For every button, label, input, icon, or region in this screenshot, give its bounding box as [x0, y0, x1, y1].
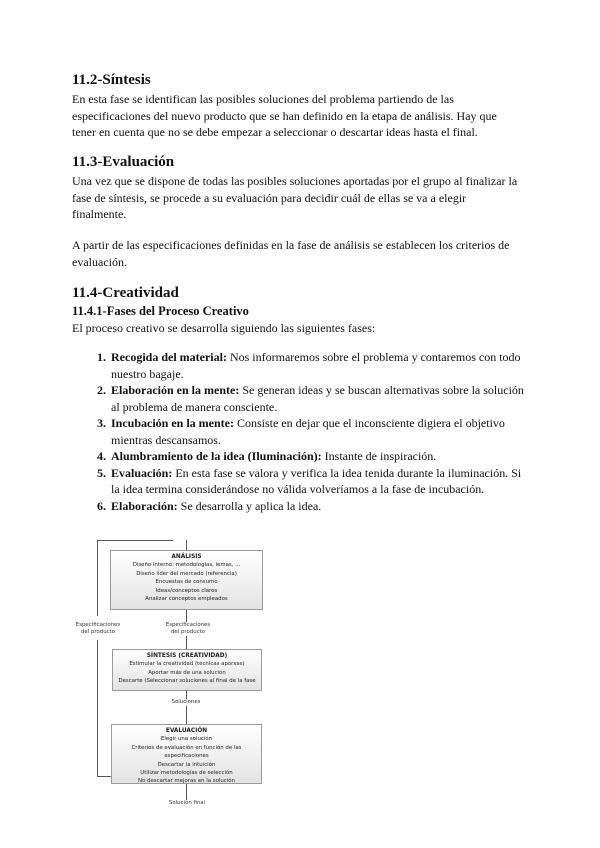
text-line: especificaciones del nuevo producto que se han definido en la etapa de análisis. Hay que	[72, 108, 497, 123]
text-line: A partir de las especificaciones definidas en la fase de análisis se establecen los criterios de	[72, 238, 510, 252]
box-line: Elegir una solución	[160, 736, 213, 743]
paragraph-evaluacion-1	[72, 173, 532, 223]
box-line: Descarte (Seleccionar soluciones al final de la fase	[118, 678, 256, 685]
box-line: Criterios de evaluación en función de las	[131, 744, 242, 751]
list-item: 3. Incubación en la mente: Consiste en dejar que el inconsciente digiera el objetivo mientras descansamos.	[109, 415, 569, 448]
box-title: EVALUACIÓN	[165, 728, 208, 734]
analisis-box	[110, 550, 263, 610]
text-line: evaluación.	[72, 254, 127, 269]
label-soluciones: Soluciones	[160, 699, 212, 706]
box-line: Diseño líder del mercado (referencia)	[136, 570, 237, 577]
text-line: tener en cuenta que no se debe empezar a seleccionar o descartar ideas hasta el final.	[72, 125, 478, 139]
box-line: Encuestas de consumo	[155, 579, 218, 586]
box-line: No descartar mejoras en la solución	[138, 778, 235, 785]
connector-line	[97, 540, 173, 541]
sintesis-box	[112, 649, 262, 691]
heading-11-4: 11.4-Creatividad	[72, 285, 179, 301]
list-item: 4. Alumbramiento de la idea (Iluminación): Instante de inspiración.	[109, 448, 569, 465]
box-line: Diseño interno: metodologías, lemas, ...	[132, 562, 241, 569]
connector-line	[97, 540, 98, 616]
list-item: 2. Elaboración en la mente: Se generan ideas y se buscan alternativas sobre la solución al problema de manera consciente.	[109, 382, 569, 415]
paragraph-sintesis	[72, 91, 532, 141]
box-line: Estimular la creatividad (técnicas aporxas)	[129, 661, 245, 668]
heading-11-3: 11.3-Evaluación	[72, 154, 175, 170]
connector-line	[97, 640, 98, 776]
text-line: Una vez que se dispone de todas las posibles soluciones aportadas por el grupo al finalizar la	[72, 174, 518, 188]
connector-line	[186, 691, 187, 724]
label-especificaciones-left: Especificaciones del producto	[75, 622, 121, 635]
box-line: Descartar la intuición	[157, 761, 216, 768]
box-line: Utilizar metodologías de selección	[140, 770, 233, 777]
label-solucion-final: Solución final	[156, 800, 218, 807]
box-line: Analizar conceptos empleados	[145, 596, 228, 603]
box-line: Aportar más de una solución	[148, 669, 226, 676]
subheading-11-4-1: 11.4.1-Fases del Proceso Creativo	[72, 304, 249, 318]
box-title: SÍNTESIS (CREATIVIDAD)	[146, 653, 228, 659]
text-line: fase de síntesis, se procede a su evaluación para decidir cuál de ellas se va a elegir	[72, 190, 467, 205]
box-line: especificaciones	[164, 753, 209, 760]
list-item: 6. Elaboración: Se desarrolla y aplica la idea.	[109, 498, 569, 515]
label-especificaciones-mid: Especificaciones del producto	[150, 622, 226, 636]
phases-list	[72, 349, 569, 514]
evaluacion-box	[111, 724, 262, 784]
list-item: 5. Evaluación: En esta fase se valora y verifica la idea tenida durante la iluminación. Si la idea termina considerándose no válida volveríamos a la fase de incubación.	[109, 465, 569, 498]
text-line: En esta fase se identifican las posibles soluciones del problema partiendo de las	[72, 92, 454, 106]
connector-line	[97, 776, 111, 777]
box-line: Ideas/conceptos claros	[155, 587, 218, 594]
list-item: 1. Recogida del material: Nos informaremos sobre el problema y contaremos con todo nuestro bagaje.	[109, 349, 569, 382]
box-title: ANÁLISIS	[171, 554, 202, 560]
text-line: finalmente.	[72, 207, 127, 221]
heading-11-2: 11.2-Síntesis	[72, 72, 151, 88]
paragraph-evaluacion-2	[72, 237, 532, 270]
intro-text: El proceso creativo se desarrolla siguiendo las siguientes fases:	[72, 321, 376, 335]
